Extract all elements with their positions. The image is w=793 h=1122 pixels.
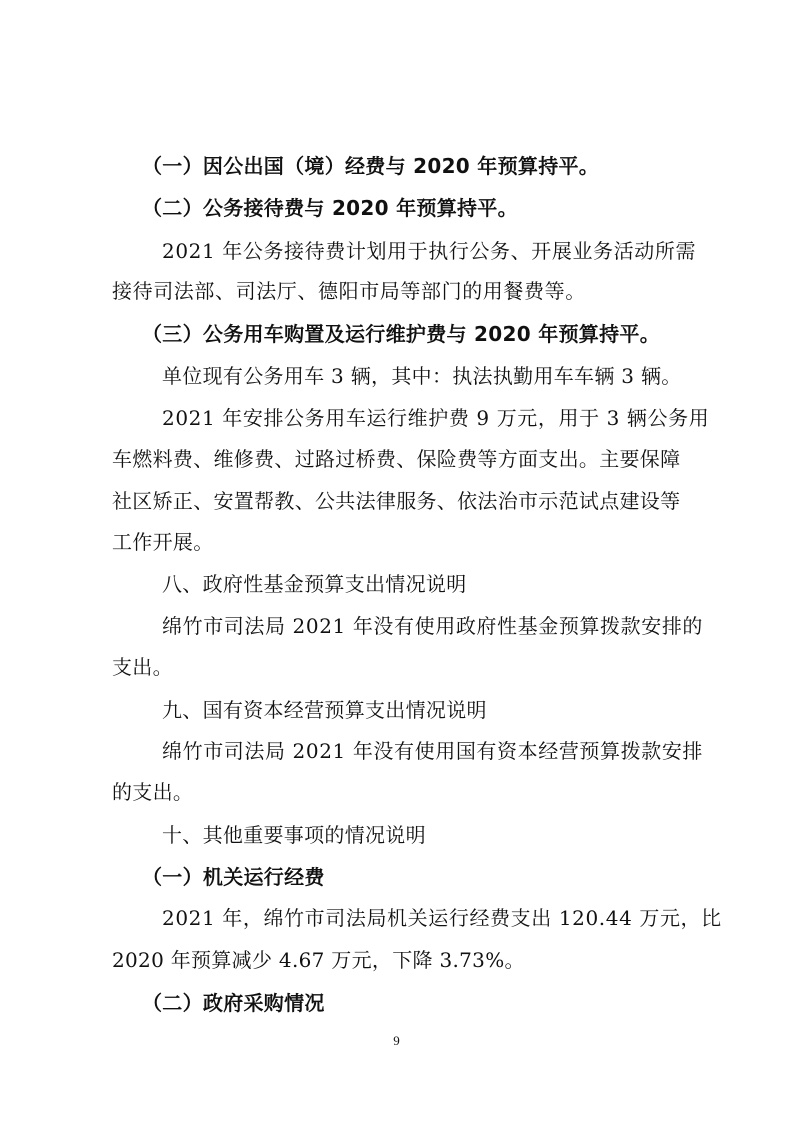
paragraph-line: 2020 年预算减少 4.67 万元，下降 3.73%。 bbox=[112, 948, 525, 972]
paragraph-line: 绵竹市司法局 2021 年没有使用国有资本经营预算拨款安排 bbox=[162, 739, 704, 763]
page-number: 9 bbox=[393, 1033, 400, 1048]
paragraph-line: 支出。 bbox=[112, 655, 173, 679]
paragraph-line: 2021 年，绵竹市司法局机关运行经费支出 120.44 万元，比 bbox=[162, 906, 722, 930]
paragraph-line: 工作开展。 bbox=[112, 530, 214, 554]
section-heading-overseas-travel: （一）因公出国（境）经费与 2020 年预算持平。 bbox=[142, 154, 600, 178]
section-heading-reception: （二）公务接待费与 2020 年预算持平。 bbox=[142, 196, 518, 220]
section-heading-vehicles: （三）公务用车购置及运行维护费与 2020 年预算持平。 bbox=[142, 322, 660, 346]
section-heading-other-matters: 十、其他重要事项的情况说明 bbox=[162, 823, 426, 847]
paragraph-line: 绵竹市司法局 2021 年没有使用政府性基金预算拨款安排的 bbox=[162, 614, 704, 638]
paragraph-line: 车燃料费、维修费、过路过桥费、保险费等方面支出。主要保障 bbox=[112, 447, 681, 471]
paragraph-line: 2021 年安排公务用车运行维护费 9 万元，用于 3 辆公务用 bbox=[162, 406, 710, 430]
section-heading-government-fund: 八、政府性基金预算支出情况说明 bbox=[162, 572, 467, 596]
section-heading-state-capital: 九、国有资本经营预算支出情况说明 bbox=[162, 698, 487, 722]
paragraph-line: 接待司法部、司法厅、德阳市局等部门的用餐费等。 bbox=[112, 279, 586, 303]
section-heading-operating-costs: （一）机关运行经费 bbox=[142, 865, 325, 889]
section-heading-procurement: （二）政府采购情况 bbox=[142, 991, 325, 1015]
paragraph-line: 2021 年公务接待费计划用于执行公务、开展业务活动所需 bbox=[162, 239, 697, 263]
paragraph-line: 的支出。 bbox=[112, 780, 194, 804]
paragraph-line: 社区矫正、安置帮教、公共法律服务、依法治市示范试点建设等 bbox=[112, 489, 681, 513]
paragraph-line: 单位现有公务用车 3 辆，其中：执法执勤用车车辆 3 辆。 bbox=[162, 364, 682, 388]
